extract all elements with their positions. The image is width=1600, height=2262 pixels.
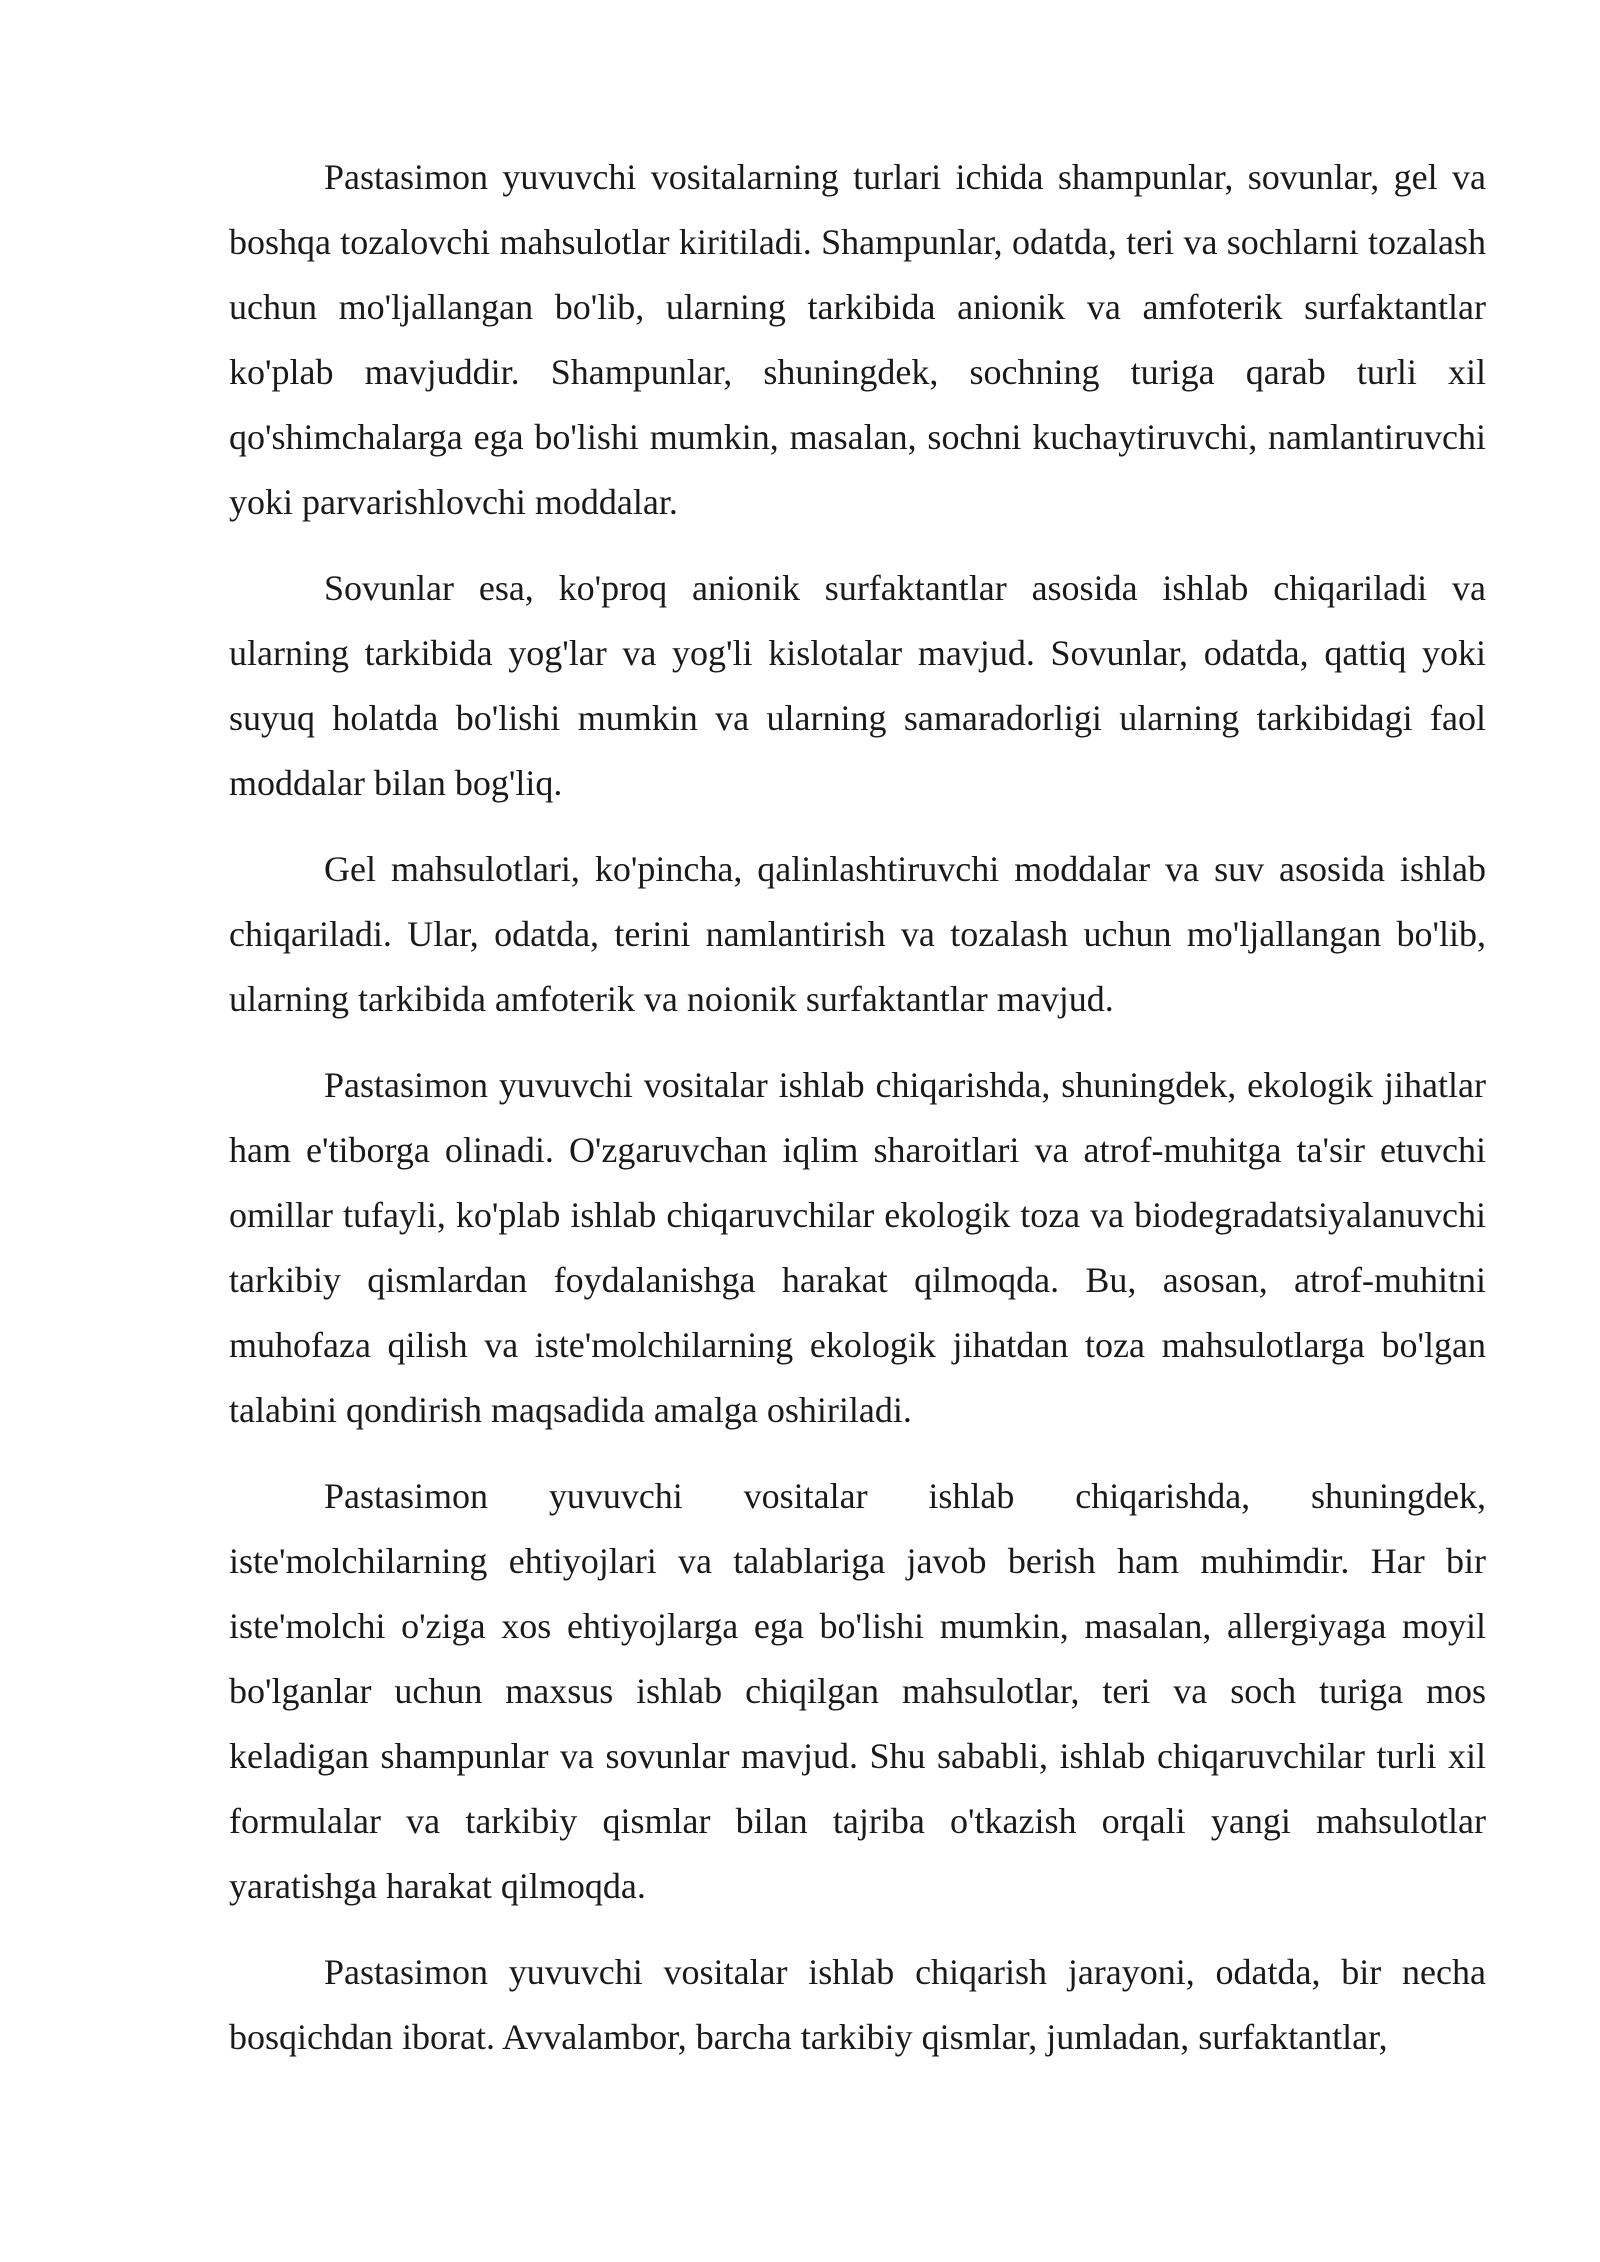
paragraph-1: Pastasimon yuvuvchi vositalarning turlari ichida shampunlar, sovunlar, gel va boshqa tozalovchi mahsulotlar kiritiladi. Shampunlar, odatda, teri va sochlarni tozalash uchun mo'ljallangan bo'lib, ularning tarkibida anionik va amfoterik surfaktantlar ko'plab mavjuddir. Shampunlar, shuningdek, sochning turiga qarab turli xil qo'shimchalarga ega bo'lishi mumkin, masalan, sochni kuchaytiruvchi, namlantiruvchi yoki parvarishlovchi moddalar. xyxy=(229,157,1486,522)
document-page xyxy=(229,145,1486,2091)
paragraph-2: Sovunlar esa, ko'proq anionik surfaktantlar asosida ishlab chiqariladi va ularning tarkibida yog'lar va yog'li kislotalar mavjud. Sovunlar, odatda, qattiq yoki suyuq holatda bo'lishi mumkin va ularning samaradorligi ularning tarkibidagi faol moddalar bilan bog'liq. xyxy=(229,568,1486,803)
paragraph-3: Gel mahsulotlari, ko'pincha, qalinlashtiruvchi moddalar va suv asosida ishlab chiqariladi. Ular, odatda, terini namlantirish va tozalash uchun mo'ljallangan bo'lib, ularning tarkibida amfoterik va noionik surfaktantlar mavjud. xyxy=(229,849,1486,1019)
paragraph-5: Pastasimon yuvuvchi vositalar ishlab chiqarishda, shuningdek, iste'molchilarning ehtiyojlari va talablariga javob berish ham muhimdir. Har bir iste'molchi o'ziga xos ehtiyojlarga ega bo'lishi mumkin, masalan, allergiyaga moyil bo'lganlar uchun maxsus ishlab chiqilgan mahsulotlar, teri va soch turiga mos keladigan shampunlar va sovunlar mavjud. Shu sababli, ishlab chiqaruvchilar turli xil formulalar va tarkibiy qismlar bilan tajriba o'tkazish orqali yangi mahsulotlar yaratishga harakat qilmoqda. xyxy=(229,1476,1486,1906)
paragraph-4: Pastasimon yuvuvchi vositalar ishlab chiqarishda, shuningdek, ekologik jihatlar ham e'tiborga olinadi. O'zgaruvchan iqlim sharoitlari va atrof-muhitga ta'sir etuvchi omillar tufayli, ko'plab ishlab chiqaruvchilar ekologik toza va biodegradatsiyalanuvchi tarkibiy qismlardan foydalanishga harakat qilmoqda. Bu, asosan, atrof-muhitni muhofaza qilish va iste'molchilarning ekologik jihatdan toza mahsulotlarga bo'lgan talabini qondirish maqsadida amalga oshiriladi. xyxy=(229,1065,1486,1430)
paragraph-6: Pastasimon yuvuvchi vositalar ishlab chiqarish jarayoni, odatda, bir necha bosqichdan iborat. Avvalambor, barcha tarkibiy qismlar, jumladan, surfaktantlar, xyxy=(229,1952,1486,2057)
